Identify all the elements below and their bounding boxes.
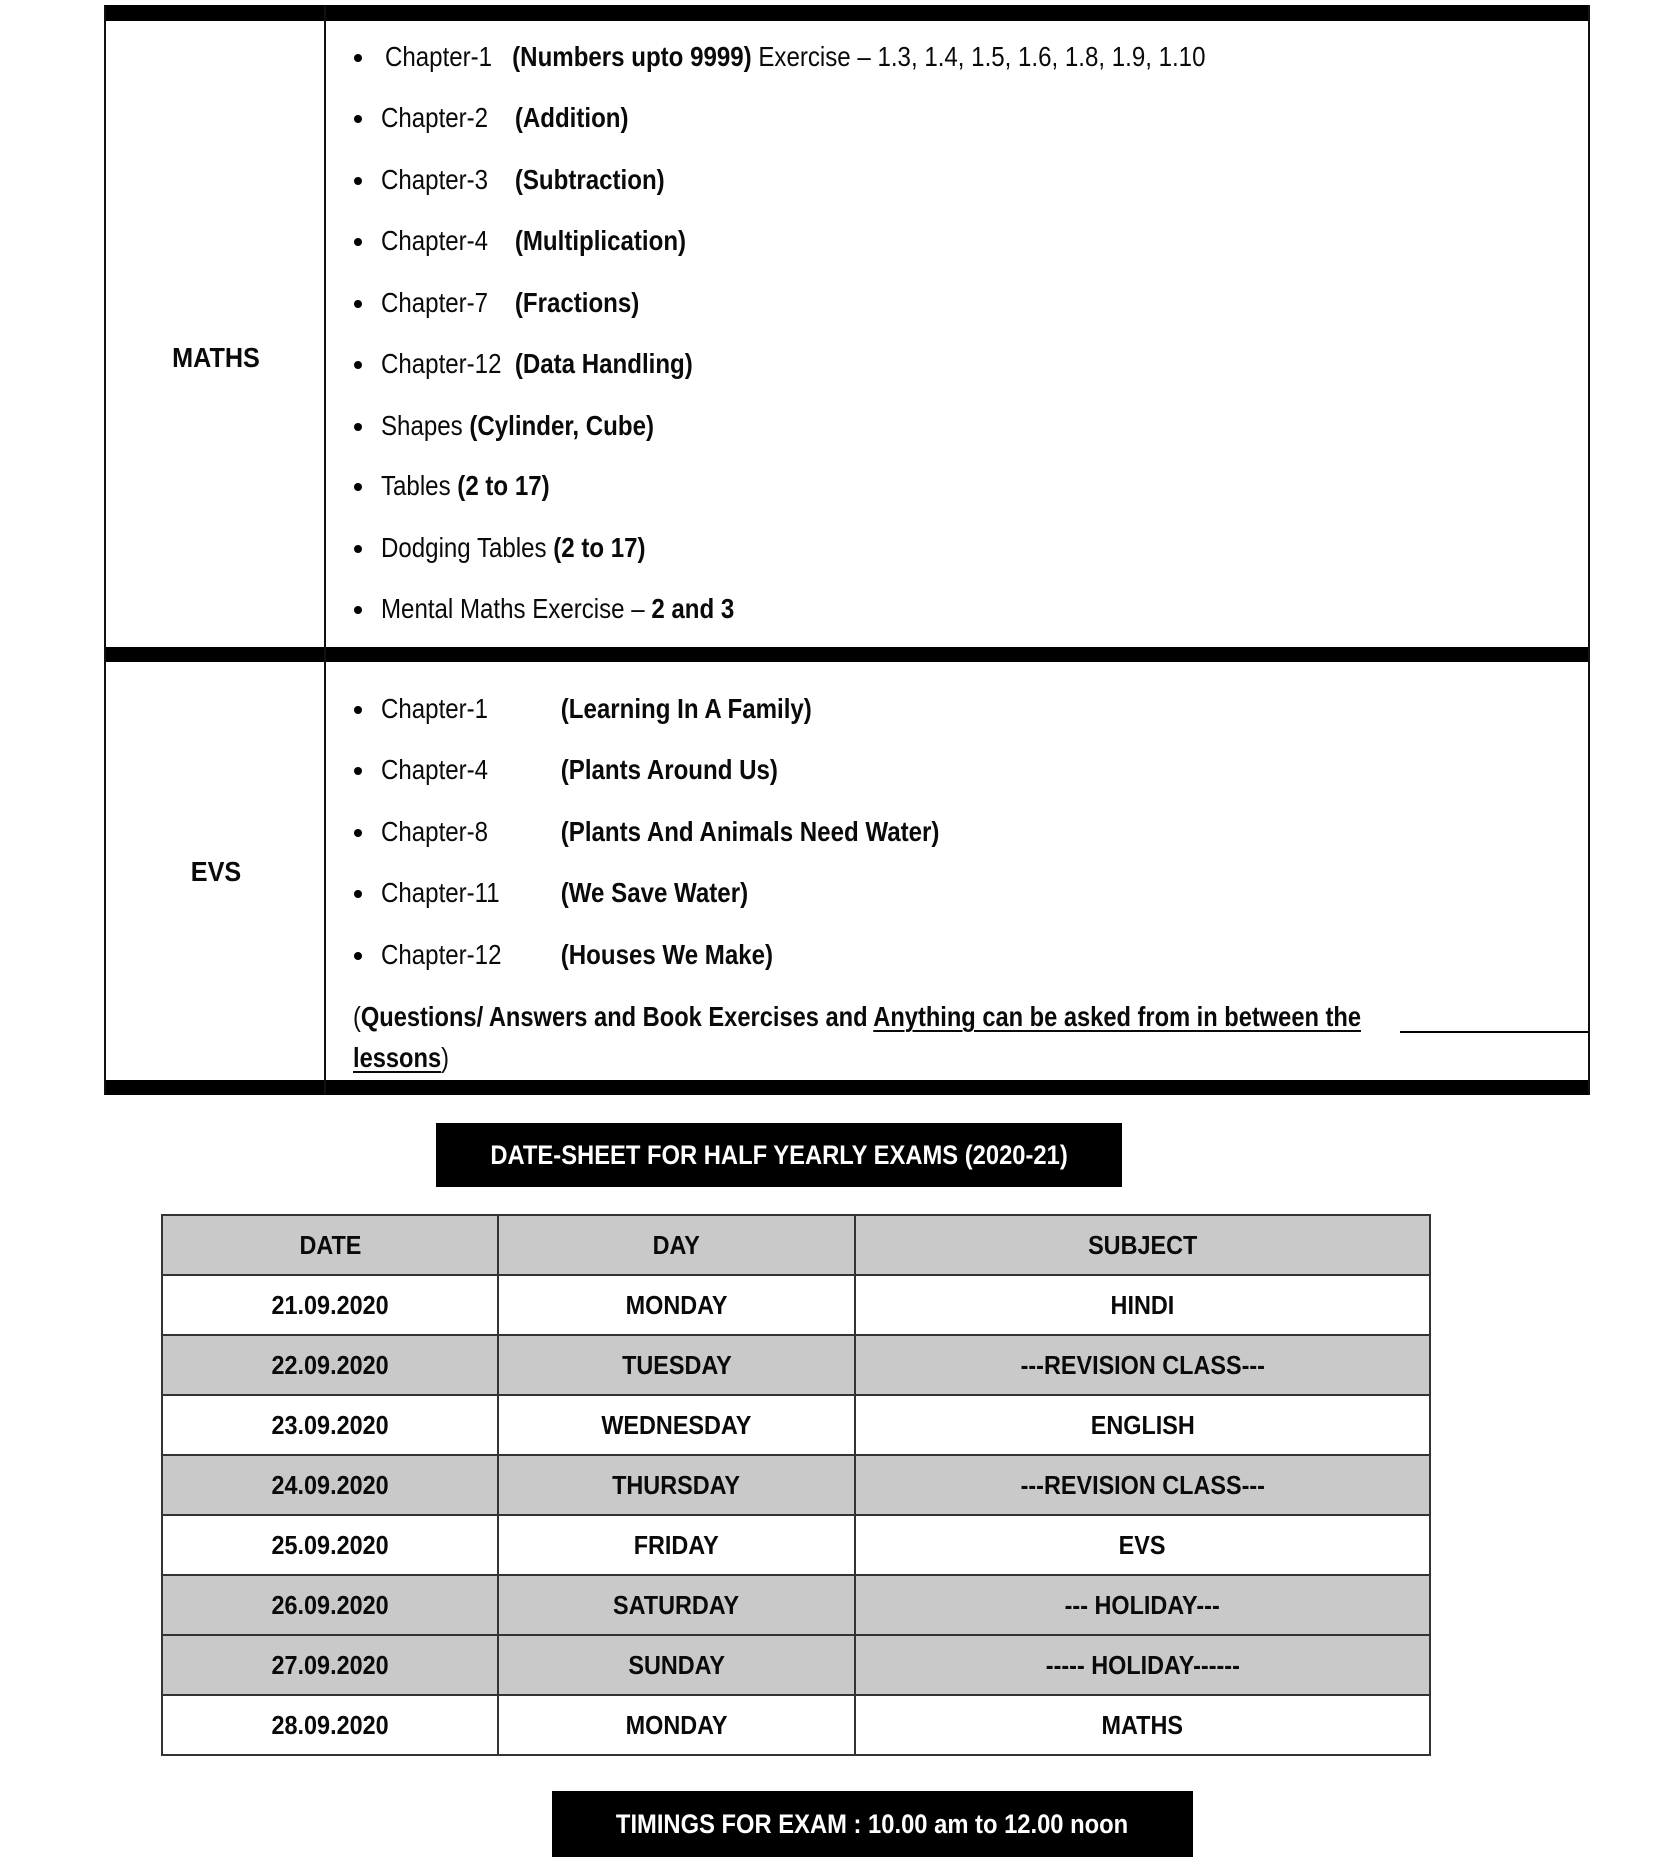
table-column-divider xyxy=(324,5,326,1095)
list-item: Chapter-1 (Learning In A Family) xyxy=(381,693,812,724)
cell-subject: HINDI xyxy=(855,1275,1430,1335)
bullet-icon xyxy=(354,115,362,123)
list-item: Chapter-3 (Subtraction) xyxy=(381,164,665,195)
table-row xyxy=(162,1575,1430,1635)
cell-date: 26.09.2020 xyxy=(162,1575,498,1635)
datesheet-title: DATE-SHEET FOR HALF YEARLY EXAMS (2020-21) xyxy=(490,1139,1068,1170)
table-row xyxy=(162,1695,1430,1755)
column-header-day: DAY xyxy=(498,1215,855,1275)
bullet-icon xyxy=(354,545,362,553)
cell-day: SUNDAY xyxy=(498,1635,855,1695)
list-item: Chapter-8 (Plants And Animals Need Water) xyxy=(381,816,940,847)
cell-subject: ---REVISION CLASS--- xyxy=(855,1455,1430,1515)
bullet-icon xyxy=(354,423,362,431)
cell-date: 24.09.2020 xyxy=(162,1455,498,1515)
cell-day: TUESDAY xyxy=(498,1335,855,1395)
table-bottom-border xyxy=(105,1080,1590,1095)
cell-date: 21.09.2020 xyxy=(162,1275,498,1335)
timings-box xyxy=(552,1791,1193,1857)
bullet-icon xyxy=(354,606,362,614)
evs-note-line-2: lessons) xyxy=(353,1042,449,1073)
list-item: Shapes (Cylinder, Cube) xyxy=(381,410,655,441)
cell-day: MONDAY xyxy=(498,1275,855,1335)
table-top-border xyxy=(105,5,1590,21)
list-item: Chapter-11 (We Save Water) xyxy=(381,877,749,908)
bullet-icon xyxy=(354,238,362,246)
cell-day: SATURDAY xyxy=(498,1575,855,1635)
table-row xyxy=(162,1335,1430,1395)
list-item: Chapter-1 (Numbers upto 9999) Exercise – 1.3, 1.4, 1.5, 1.6, 1.8, 1.9, 1.10 xyxy=(385,41,1206,72)
column-header-subject: SUBJECT xyxy=(855,1215,1430,1275)
cell-day: MONDAY xyxy=(498,1695,855,1755)
list-item: Dodging Tables (2 to 17) xyxy=(381,532,646,563)
list-item: Chapter-4 (Multiplication) xyxy=(381,225,687,256)
subject-label-evs: EVS xyxy=(190,856,242,887)
list-item: Mental Maths Exercise – 2 and 3 xyxy=(381,593,735,624)
evs-note-underline-extension xyxy=(1400,1031,1588,1033)
list-item: Chapter-2 (Addition) xyxy=(381,102,629,133)
table-row xyxy=(162,1515,1430,1575)
list-item: Chapter-4 (Plants Around Us) xyxy=(381,754,778,785)
cell-subject: EVS xyxy=(855,1515,1430,1575)
bullet-icon xyxy=(354,767,362,775)
cell-subject: ---REVISION CLASS--- xyxy=(855,1335,1430,1395)
list-item: Tables (2 to 17) xyxy=(381,470,550,501)
evs-note-line-1: (Questions/ Answers and Book Exercises and Anything can be asked from in between the xyxy=(353,1001,1362,1032)
list-item: Chapter-7 (Fractions) xyxy=(381,287,640,318)
list-item: Chapter-12 (Data Handling) xyxy=(381,348,693,379)
bullet-icon xyxy=(354,54,362,62)
bullet-icon xyxy=(354,706,362,714)
bullet-icon xyxy=(354,177,362,185)
table-row xyxy=(162,1395,1430,1455)
cell-subject: MATHS xyxy=(855,1695,1430,1755)
cell-date: 28.09.2020 xyxy=(162,1695,498,1755)
cell-date: 22.09.2020 xyxy=(162,1335,498,1395)
cell-subject: ----- HOLIDAY------ xyxy=(855,1635,1430,1695)
table-row xyxy=(162,1635,1430,1695)
cell-date: 27.09.2020 xyxy=(162,1635,498,1695)
table-row xyxy=(162,1275,1430,1335)
cell-day: WEDNESDAY xyxy=(498,1395,855,1455)
bullet-icon xyxy=(354,300,362,308)
cell-day: FRIDAY xyxy=(498,1515,855,1575)
timings-text: TIMINGS FOR EXAM : 10.00 am to 12.00 noon xyxy=(616,1808,1129,1839)
table-left-border xyxy=(104,5,106,1095)
datesheet-table xyxy=(161,1214,1431,1756)
bullet-icon xyxy=(354,361,362,369)
cell-date: 25.09.2020 xyxy=(162,1515,498,1575)
bullet-icon xyxy=(354,952,362,960)
column-header-date: DATE xyxy=(162,1215,498,1275)
list-item: Chapter-12 (Houses We Make) xyxy=(381,939,774,970)
table-right-border xyxy=(1588,5,1590,1095)
cell-day: THURSDAY xyxy=(498,1455,855,1515)
bullet-icon xyxy=(354,483,362,491)
bullet-icon xyxy=(354,829,362,837)
cell-date: 23.09.2020 xyxy=(162,1395,498,1455)
table-header-row xyxy=(162,1215,1430,1275)
cell-subject: --- HOLIDAY--- xyxy=(855,1575,1430,1635)
datesheet-title-box xyxy=(436,1123,1122,1187)
cell-subject: ENGLISH xyxy=(855,1395,1430,1455)
subject-label-maths: MATHS xyxy=(172,342,260,373)
bullet-icon xyxy=(354,890,362,898)
table-mid-border xyxy=(105,647,1590,662)
table-row xyxy=(162,1455,1430,1515)
